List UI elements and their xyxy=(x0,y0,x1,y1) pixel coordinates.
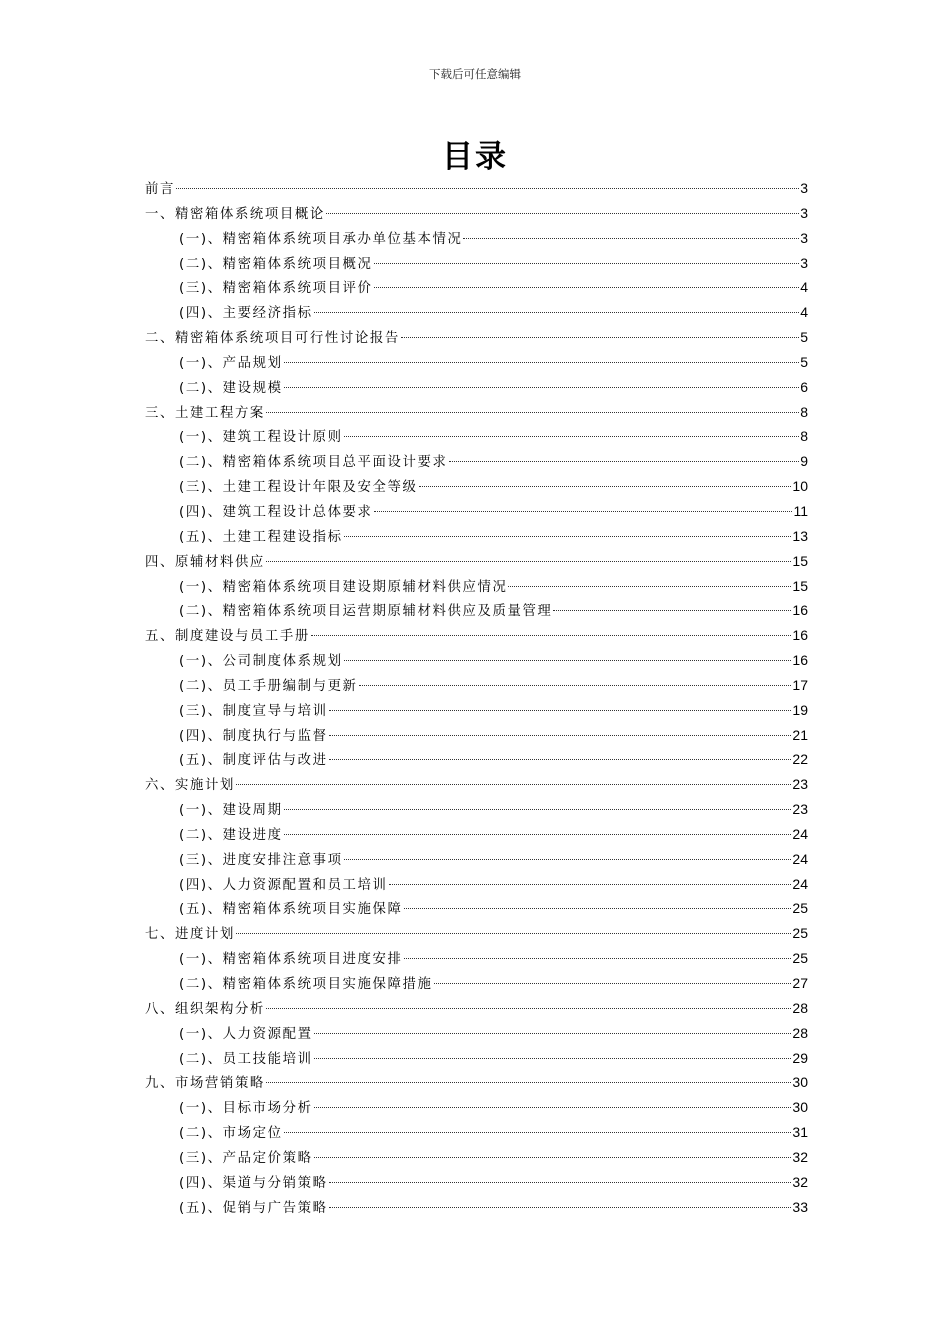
toc-dot-leader xyxy=(449,461,800,462)
toc-entry-page: 24 xyxy=(792,850,808,867)
toc-entry-page: 23 xyxy=(792,801,808,818)
toc-entry-page: 21 xyxy=(792,726,808,743)
toc-dot-leader xyxy=(266,561,791,562)
toc-dot-leader xyxy=(236,784,791,785)
toc-entry-page: 3 xyxy=(800,204,808,221)
toc-entry-label: (三)、产品定价策略 xyxy=(179,1150,313,1166)
toc-entry-label: 九、市场营销策略 xyxy=(145,1076,265,1092)
toc-entry-label: 七、进度计划 xyxy=(145,927,235,943)
toc-entry-label: (一)、建设周期 xyxy=(179,803,283,819)
toc-entry-page: 24 xyxy=(792,875,808,892)
toc-entry[interactable] xyxy=(145,574,808,599)
toc-entry[interactable] xyxy=(145,325,808,350)
toc-entry-label: (一)、建筑工程设计原则 xyxy=(179,430,343,446)
toc-entry-label: (四)、人力资源配置和员工培训 xyxy=(179,877,388,893)
toc-entry-page: 4 xyxy=(800,304,808,321)
toc-entry-label: (五)、精密箱体系统项目实施保障 xyxy=(179,902,403,918)
toc-entry[interactable] xyxy=(145,176,808,201)
toc-entry[interactable] xyxy=(145,896,808,921)
toc-entry-page: 10 xyxy=(792,478,808,495)
toc-entry-page: 28 xyxy=(792,1024,808,1041)
toc-entry-page: 25 xyxy=(792,925,808,942)
toc-dot-leader xyxy=(344,660,792,661)
toc-entry[interactable] xyxy=(145,1145,808,1170)
toc-dot-leader xyxy=(508,586,791,587)
toc-dot-leader xyxy=(329,1182,792,1183)
toc-dot-leader xyxy=(329,1207,792,1208)
toc-entry[interactable] xyxy=(145,996,808,1021)
toc-entry-page: 27 xyxy=(792,975,808,991)
toc-entry-page: 19 xyxy=(792,701,808,718)
toc-dot-leader xyxy=(311,635,792,636)
toc-dot-leader xyxy=(284,1132,792,1133)
toc-entry-label: (五)、制度评估与改进 xyxy=(179,753,328,769)
toc-entry[interactable] xyxy=(145,747,808,772)
toc-entry-label: 一、精密箱体系统项目概论 xyxy=(145,206,325,222)
toc-entry-label: 前言 xyxy=(145,182,175,197)
toc-entry-page: 3 xyxy=(800,180,808,196)
toc-entry-page: 32 xyxy=(792,1173,808,1190)
toc-entry[interactable] xyxy=(145,275,808,300)
toc-entry-label: (二)、精密箱体系统项目总平面设计要求 xyxy=(179,455,448,471)
toc-entry-page: 5 xyxy=(800,353,808,370)
toc-entry[interactable] xyxy=(145,946,808,971)
toc-dot-leader xyxy=(266,1008,791,1009)
toc-entry-page: 30 xyxy=(792,1099,808,1116)
toc-dot-leader xyxy=(434,983,792,984)
toc-entry-label: (四)、主要经济指标 xyxy=(179,306,313,322)
toc-dot-leader xyxy=(284,834,792,835)
toc-entry-label: (四)、制度执行与监督 xyxy=(179,728,328,744)
toc-entry[interactable] xyxy=(145,549,808,574)
toc-entry-page: 11 xyxy=(793,502,808,519)
toc-entry[interactable] xyxy=(145,723,808,748)
page-header: 下载后可任意编辑 xyxy=(429,67,521,81)
toc-dot-leader xyxy=(463,238,799,239)
toc-entry-page: 8 xyxy=(800,428,808,445)
toc-dot-leader xyxy=(284,809,792,810)
toc-entry[interactable] xyxy=(145,400,808,425)
toc-dot-leader xyxy=(314,1107,792,1108)
toc-entry[interactable] xyxy=(145,598,808,623)
toc-entry-label: 三、土建工程方案 xyxy=(145,405,265,421)
toc-entry[interactable] xyxy=(145,971,808,996)
toc-entry[interactable] xyxy=(145,623,808,648)
toc-entry-page: 15 xyxy=(792,552,808,569)
toc-entry-label: (三)、进度安排注意事项 xyxy=(179,852,343,868)
toc-entry[interactable] xyxy=(145,797,808,822)
toc-dot-leader xyxy=(266,1082,791,1083)
toc-entry[interactable] xyxy=(145,921,808,946)
toc-entry-page: 28 xyxy=(792,999,808,1016)
toc-entry[interactable] xyxy=(145,1120,808,1145)
toc-entry-label: (二)、建设进度 xyxy=(179,827,283,843)
toc-entry-page: 9 xyxy=(800,453,808,470)
toc-dot-leader xyxy=(314,1157,792,1158)
toc-dot-leader xyxy=(344,859,792,860)
toc-entry-page: 4 xyxy=(800,279,808,296)
toc-entry-page: 16 xyxy=(792,627,808,644)
toc-entry[interactable] xyxy=(145,1046,808,1071)
toc-entry[interactable] xyxy=(145,524,808,549)
toc-entry[interactable] xyxy=(145,1095,808,1120)
toc-entry[interactable] xyxy=(145,648,808,673)
toc-entry-page: 16 xyxy=(792,652,808,669)
toc-entry[interactable] xyxy=(145,772,808,797)
toc-entry-page: 32 xyxy=(792,1148,808,1165)
toc-dot-leader xyxy=(553,610,791,611)
toc-entry[interactable] xyxy=(145,698,808,723)
toc-dot-leader xyxy=(404,908,792,909)
toc-entry[interactable] xyxy=(145,449,808,474)
toc-entry[interactable] xyxy=(145,251,808,276)
toc-entry[interactable] xyxy=(145,1170,808,1195)
toc-entry-page: 3 xyxy=(800,229,808,246)
toc-dot-leader xyxy=(266,412,799,413)
toc-entry-label: (二)、建设规模 xyxy=(179,380,283,396)
toc-entry[interactable] xyxy=(145,226,808,251)
toc-entry-page: 17 xyxy=(792,676,808,693)
toc-entry-page: 15 xyxy=(792,577,808,594)
toc-entry[interactable] xyxy=(145,499,808,524)
toc-entry[interactable] xyxy=(145,424,808,449)
toc-dot-leader xyxy=(176,188,799,189)
toc-entry-page: 24 xyxy=(792,825,808,842)
toc-entry-page: 8 xyxy=(800,403,808,420)
toc-entry-label: (三)、精密箱体系统项目评价 xyxy=(179,281,373,297)
toc-dot-leader xyxy=(284,387,800,388)
toc-entry-page: 22 xyxy=(792,751,808,768)
toc-entry-page: 25 xyxy=(792,900,808,917)
toc-entry-label: (三)、制度宣导与培训 xyxy=(179,703,328,719)
toc-dot-leader xyxy=(329,735,792,736)
toc-entry[interactable] xyxy=(145,1195,808,1220)
toc-dot-leader xyxy=(236,933,791,934)
toc-entry-page: 31 xyxy=(792,1124,808,1141)
toc-entry[interactable] xyxy=(145,1021,808,1046)
toc-dot-leader xyxy=(374,287,800,288)
toc-entry-label: (三)、土建工程设计年限及安全等级 xyxy=(179,480,418,496)
toc-entry-page: 5 xyxy=(800,329,808,346)
toc-entry-page: 29 xyxy=(792,1049,808,1066)
toc-entry-label: (四)、渠道与分销策略 xyxy=(179,1175,328,1191)
toc-entry-label: (二)、员工手册编制与更新 xyxy=(179,678,358,694)
toc-entry-label: 五、制度建设与员工手册 xyxy=(145,629,310,645)
toc-entry-label: (五)、促销与广告策略 xyxy=(179,1200,328,1216)
toc-dot-leader xyxy=(374,263,800,264)
toc-entry-label: (一)、精密箱体系统项目建设期原辅材料供应情况 xyxy=(179,579,508,595)
toc-dot-leader xyxy=(389,884,792,885)
toc-entry-label: 二、精密箱体系统项目可行性讨论报告 xyxy=(145,331,400,347)
toc-entry[interactable] xyxy=(145,1070,808,1095)
toc-dot-leader xyxy=(344,536,792,537)
toc-entry-label: (五)、土建工程建设指标 xyxy=(179,529,343,545)
toc-entry[interactable] xyxy=(145,375,808,400)
toc-entry[interactable] xyxy=(145,201,808,226)
toc-dot-leader xyxy=(419,486,792,487)
toc-title: 目录 xyxy=(442,139,508,175)
toc-dot-leader xyxy=(284,362,800,363)
toc-entry[interactable] xyxy=(145,847,808,872)
toc-entry-label: (一)、精密箱体系统项目进度安排 xyxy=(179,952,403,968)
toc-entry-label: (二)、精密箱体系统项目运营期原辅材料供应及质量管理 xyxy=(179,604,553,620)
toc-entry-label: (二)、精密箱体系统项目实施保障措施 xyxy=(179,977,433,992)
toc-entry-page: 25 xyxy=(792,950,808,967)
toc-entry-label: 四、原辅材料供应 xyxy=(145,554,265,570)
toc-entry-label: 八、组织架构分析 xyxy=(145,1001,265,1017)
toc-entry-label: (二)、精密箱体系统项目概况 xyxy=(179,256,373,272)
toc-entry-page: 16 xyxy=(792,602,808,619)
toc-entry-page: 23 xyxy=(792,776,808,793)
toc-entry-label: (一)、精密箱体系统项目承办单位基本情况 xyxy=(179,231,463,247)
toc-dot-leader xyxy=(329,759,792,760)
toc-dot-leader xyxy=(314,1033,792,1034)
toc-entry-page: 3 xyxy=(800,254,808,271)
toc-dot-leader xyxy=(344,436,800,437)
toc-entry-page: 33 xyxy=(792,1198,808,1215)
toc-dot-leader xyxy=(374,511,793,512)
toc-entry[interactable] xyxy=(145,300,808,325)
toc-entry-label: (一)、产品规划 xyxy=(179,355,283,371)
toc-dot-leader xyxy=(401,337,799,338)
toc-entry-page: 30 xyxy=(792,1074,808,1091)
toc-entry[interactable] xyxy=(145,474,808,499)
toc-entry-page: 13 xyxy=(792,527,808,544)
toc-dot-leader xyxy=(314,1058,792,1059)
toc-dot-leader xyxy=(359,685,792,686)
toc-entry[interactable] xyxy=(145,350,808,375)
toc-entry-label: (四)、建筑工程设计总体要求 xyxy=(179,504,373,520)
toc-entry-label: (一)、公司制度体系规划 xyxy=(179,654,343,670)
toc-dot-leader xyxy=(329,710,792,711)
toc-entry-label: (二)、市场定位 xyxy=(179,1126,283,1142)
toc-entry-label: (二)、员工技能培训 xyxy=(179,1051,313,1067)
toc-dot-leader xyxy=(404,958,792,959)
toc-entry-page: 6 xyxy=(800,378,808,395)
toc-entry[interactable] xyxy=(145,872,808,897)
toc-entry[interactable] xyxy=(145,673,808,698)
toc-entry-label: 六、实施计划 xyxy=(145,778,235,794)
toc-entry-label: (一)、目标市场分析 xyxy=(179,1101,313,1117)
toc-dot-leader xyxy=(314,312,800,313)
toc-entry[interactable] xyxy=(145,822,808,847)
toc-dot-leader xyxy=(326,213,799,214)
toc-entry-label: (一)、人力资源配置 xyxy=(179,1026,313,1042)
table-of-contents xyxy=(145,176,808,1219)
